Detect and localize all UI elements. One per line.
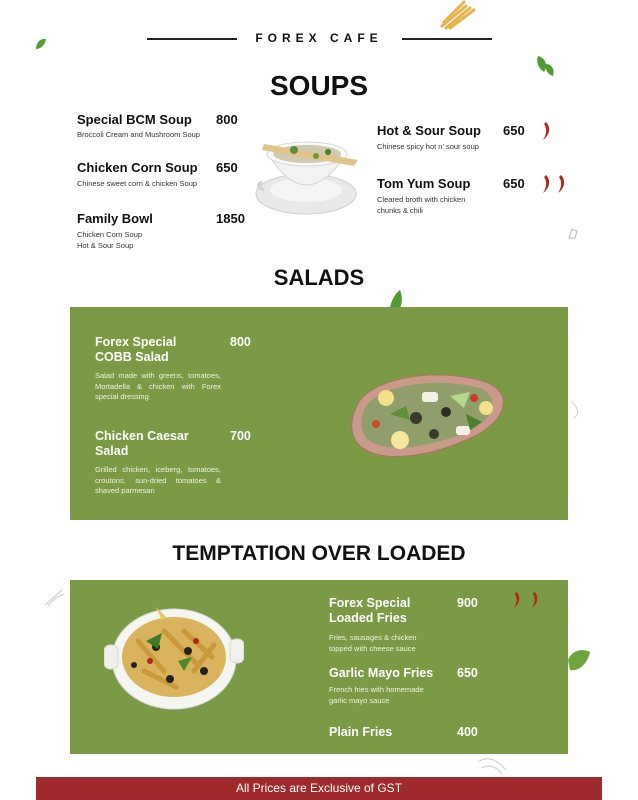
chili-icon	[540, 121, 552, 141]
soup-desc: Chinese spicy hot n' sour soup	[377, 142, 479, 151]
sketch-icon	[42, 586, 66, 608]
leaf-icon	[34, 37, 48, 51]
brand-line-right	[402, 38, 492, 40]
salad-name: Forex Special COBB Salad	[95, 335, 177, 364]
sketch-icon	[476, 754, 508, 776]
soup-desc: Chinese sweet corn & chicken Soup	[77, 179, 198, 188]
fries-name: Forex Special Loaded Fries	[329, 596, 411, 625]
fries-price: 400	[457, 725, 478, 739]
fries-price: 650	[457, 666, 478, 680]
chili-icon	[555, 174, 567, 194]
fries-desc: Fries, sausages & chicken topped with cheese sauce	[329, 633, 417, 653]
sketch-icon	[568, 400, 582, 420]
loaded-fries-image	[104, 601, 244, 713]
soup-price: 650	[503, 176, 525, 191]
salad-plate-image	[346, 368, 510, 464]
soup-name: Chicken Corn Soup	[77, 160, 198, 175]
soup-name: Tom Yum Soup	[377, 176, 471, 191]
soup-desc: Chicken Corn Soup Hot & Sour Soup	[77, 230, 143, 250]
fries-title: TEMPTATION OVER LOADED	[172, 542, 466, 565]
sketch-icon	[566, 226, 580, 240]
soup-name: Family Bowl	[77, 211, 153, 226]
soups-title: SOUPS	[269, 70, 369, 101]
chili-icon	[511, 591, 522, 609]
salad-price: 800	[230, 335, 251, 349]
fries-name: Garlic Mayo Fries	[329, 666, 434, 680]
salad-name: Chicken Caesar Salad	[95, 429, 189, 458]
soup-price: 800	[216, 112, 238, 127]
fries-cone-icon	[436, 0, 480, 32]
soup-desc: Cleared broth with chicken chunks & chili	[377, 195, 466, 215]
chili-icon	[540, 174, 552, 194]
gst-footer: All Prices are Exclusive of GST	[36, 777, 602, 800]
chili-icon	[529, 591, 540, 609]
salad-price: 700	[230, 429, 251, 443]
soup-name: Hot & Sour Soup	[377, 123, 481, 138]
salads-title: SALADS	[273, 265, 365, 290]
leaf-icon	[566, 646, 592, 674]
soup-price: 650	[503, 123, 525, 138]
brand-title: FOREX CAFE	[255, 31, 383, 45]
soup-price: 1850	[216, 211, 245, 226]
soup-price: 650	[216, 160, 238, 175]
soup-name: Special BCM Soup	[77, 112, 192, 127]
fries-name: Plain Fries	[329, 725, 393, 739]
fries-price: 900	[457, 596, 478, 610]
salad-desc: Grilled chicken, iceberg, tomatoes, croutons, sun-dried tomatoes & shaved parmesan	[95, 465, 221, 495]
salad-desc: Salad made with greens, tomatoes, Mortadella & chicken with Forex special dressing	[95, 371, 221, 401]
fries-desc: French fries with homemade garlic mayo sauce	[329, 685, 424, 705]
soup-bowl-image	[254, 126, 364, 220]
soup-desc: Broccoli Cream and Mushroom Soup	[77, 130, 200, 139]
